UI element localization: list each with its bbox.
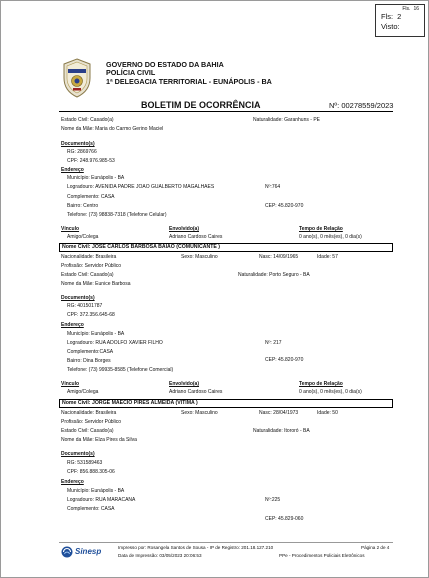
p2-cpf: CPF: 372.356.645-68: [67, 312, 115, 318]
p1-endereco-heading: Endereço: [61, 167, 84, 173]
p2-naturalidade: Naturalidade: Porto Seguro - BA: [238, 272, 310, 278]
footer-impresso: Impresso por: Rosangela Santos de Sousa - IP de Registro: 201.18.127.210: [118, 545, 274, 550]
p1-estado-civil: Estado Civil: Casado(a): [61, 117, 114, 123]
p3-cep: CEP: 45.829-060: [265, 516, 304, 522]
p1-bairro: Bairro: Centro: [67, 203, 99, 209]
p1-envolvido: Adriano Cardoso Caires: [169, 234, 223, 240]
p1-complemento: Complemento: CASA: [67, 194, 115, 200]
p2-estado-civil: Estado Civil: Casado(a): [61, 272, 114, 278]
p2-nome-box: Nome Civil: JOSE CARLOS BARBOSA BAIAO (COMUNICANTE ): [59, 243, 393, 252]
p2-endereco-heading: Endereço: [61, 322, 84, 328]
sinesp-logo-text: Sinesp: [75, 547, 102, 556]
p3-nome-box: Nome Civil: JORGE MAECIO PIRES ALMEIDA (VÍTIMA ): [59, 399, 393, 408]
p3-complemento: Complemento: CASA: [67, 506, 115, 512]
p1-naturalidade: Naturalidade: Garanhuns - PE: [253, 117, 320, 123]
p2-envolvido-heading: Envolvido(a): [169, 381, 200, 387]
p3-municipio: Município: Eunápolis - BA: [67, 488, 125, 494]
p3-estado-civil: Estado Civil: Casado(a): [61, 428, 114, 434]
p2-tempo-heading: Tempo de Relação: [299, 381, 343, 387]
p2-idade: Idade: 57: [317, 254, 338, 260]
fls2-value: 2: [397, 12, 402, 22]
footer-rule: [59, 542, 393, 543]
p2-envolvido: Adriano Cardoso Caires: [169, 389, 223, 395]
p2-tempo: 0 ano(s), 0 mês(es), 0 dia(s): [299, 389, 362, 395]
p3-nacionalidade: Nacionalidade: Brasileira: [61, 410, 117, 416]
p2-bairro: Bairro: Dina Borges: [67, 358, 111, 364]
p2-numero: Nº: 217: [265, 340, 282, 346]
footer-pagina: Página 2 de 4: [361, 545, 390, 550]
p3-numero: Nº:225: [265, 497, 281, 503]
p2-logradouro: Logradouro: RUA ADOLFO XAVIER FILHO: [67, 340, 163, 346]
p1-envolvido-heading: Envolvido(a): [169, 226, 200, 232]
p1-tempo-heading: Tempo de Relação: [299, 226, 343, 232]
p1-logradouro: Logradouro: AVENIDA PADRE JOAO GUALBERTO MAGALHAES: [67, 184, 215, 190]
p2-complemento: Complemento:CASA: [67, 349, 114, 355]
p3-documentos-heading: Documento(s): [61, 451, 95, 457]
fls-value: 16: [413, 6, 419, 12]
document-number: Nº: 00278559/2023: [329, 101, 394, 110]
p1-cep: CEP: 45.820-970: [265, 203, 304, 209]
p1-numero: Nº:764: [265, 184, 281, 190]
fls2-label: Fls:: [381, 12, 394, 22]
p2-vinculo: Amigo/Colega: [67, 389, 99, 395]
p3-nasc: Nasc: 28/04/1973: [259, 410, 299, 416]
header-policia: POLÍCIA CIVIL: [106, 68, 156, 78]
folha-stamp: [375, 4, 425, 37]
p2-rg: RG: 401501787: [67, 303, 103, 309]
p3-cpf: CPF: 856.888.305-06: [67, 469, 115, 475]
fls-label: Fls.: [402, 6, 411, 12]
p1-municipio: Município: Eunápolis - BA: [67, 175, 125, 181]
p1-rg: RG: 2869766: [67, 149, 97, 155]
p1-tempo: 0 ano(s), 0 mês(es), 0 dia(s): [299, 234, 362, 240]
visto-label: Visto:: [381, 21, 400, 31]
header-text: [106, 61, 272, 86]
p2-municipio: Município: Eunápolis - BA: [67, 331, 125, 337]
p3-profissao: Profissão: Servidor Público: [61, 419, 122, 425]
p3-idade: Idade: 50: [317, 410, 338, 416]
p1-vinculo-heading: Vínculo: [61, 226, 80, 232]
p1-cpf: CPF: 248.976.985-53: [67, 158, 115, 164]
p2-telefone: Telefone: (73) 99935-8585 (Telefone Comercial): [67, 367, 174, 373]
p3-naturalidade: Naturalidade: Itororó - BA: [253, 428, 310, 434]
p1-documentos-heading: Documento(s): [61, 141, 95, 147]
p2-sexo: Sexo: Masculino: [181, 254, 218, 260]
header-delegacia: 1ª DELEGACIA TERRITORIAL - EUNÁPOLIS - BA: [106, 76, 272, 86]
p3-endereco-heading: Endereço: [61, 479, 84, 485]
p2-vinculo-heading: Vínculo: [61, 381, 80, 387]
p2-mae: Nome da Mãe: Eunice Barbosa: [61, 281, 131, 287]
p3-logradouro: Logradouro: RUA MARACANA: [67, 497, 136, 503]
p2-documentos-heading: Documento(s): [61, 295, 95, 301]
p2-nacionalidade: Nacionalidade: Brasileira: [61, 254, 117, 260]
p3-rg: RG: 531589463: [67, 460, 103, 466]
p1-vinculo: Amigo/Colega: [67, 234, 99, 240]
p2-profissao: Profissão: Servidor Público: [61, 263, 122, 269]
p3-sexo: Sexo: Masculino: [181, 410, 218, 416]
sinesp-logo-icon: [61, 546, 73, 558]
p2-nasc: Nasc: 14/09/1965: [259, 254, 299, 260]
p2-cep: CEP: 45.820-970: [265, 357, 304, 363]
header-governo: GOVERNO DO ESTADO DA BAHIA: [106, 60, 224, 69]
p3-mae: Nome da Mãe: Elza Pires da Silva: [61, 437, 137, 443]
p1-telefone: Telefone: (73) 98838-7318 (Telefone Celular): [67, 212, 167, 218]
footer-ppe: PPe - Procedimentos Policiais Eletrônicos: [279, 553, 365, 558]
policia-civil-badge-icon: [61, 58, 93, 98]
document-title: BOLETIM DE OCORRÊNCIA: [141, 100, 261, 110]
footer-data-impressao: Data de Impressão: 03/05/2023 20:06:53: [118, 553, 202, 558]
p1-mae: Nome da Mãe: Maria do Carmo Gerino Maciel: [61, 126, 164, 132]
